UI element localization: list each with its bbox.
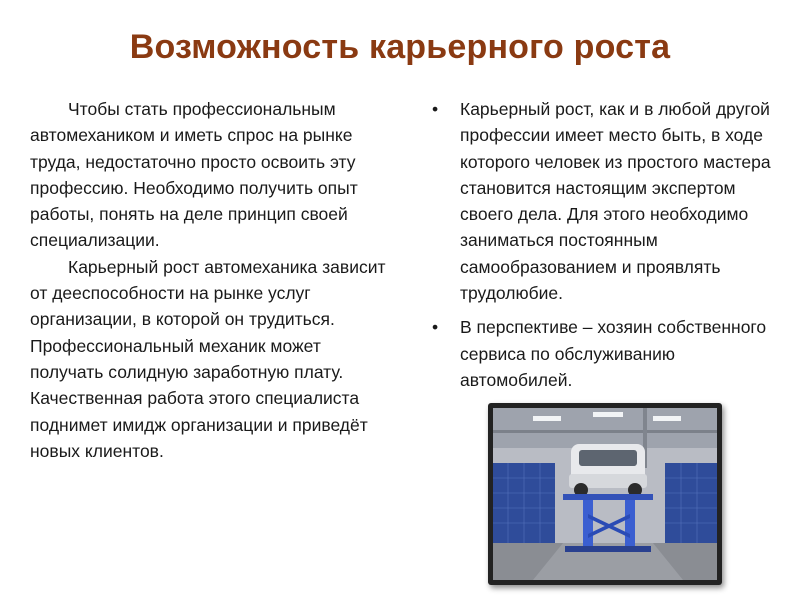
bullet-text: В перспективе – хозяин собственного сервиса по обслуживанию автомобилей. <box>460 317 767 390</box>
bullet-icon: • <box>432 99 439 119</box>
bullet-item <box>430 96 775 306</box>
bullet-item <box>430 314 775 393</box>
bullet-text: Карьерный рост, как и в любой другой профессии имеет место быть, в ходе которого человек из простого мастера становится настоящим экспертом своего дела. Для этого необходимо заниматься постоянным самообразованием и проявлять трудолюбие. <box>460 99 771 304</box>
left-text-column <box>30 96 395 464</box>
garage-photo <box>488 403 722 585</box>
paragraph-2: Карьерный рост автомеханика зависит от дееспособности на рынке услуг организации, в которой он трудиться. Профессиональный механик может получать солидную заработную плату. Качественная работа этого специалиста поднимет имидж организации и приведёт новых клиентов. <box>30 256 386 461</box>
car-lift-illustration <box>493 408 717 580</box>
paragraph-1: Чтобы стать профессиональным автомехаником и иметь спрос на рынке труда, недостаточно просто освоить эту профессию. Необходимо получить опыт работы, понять на деле принцип своей специализации. <box>30 99 358 251</box>
right-bullet-list <box>430 96 775 401</box>
slide-title: Возможность карьерного роста <box>129 28 671 66</box>
bullet-icon: • <box>432 317 439 338</box>
